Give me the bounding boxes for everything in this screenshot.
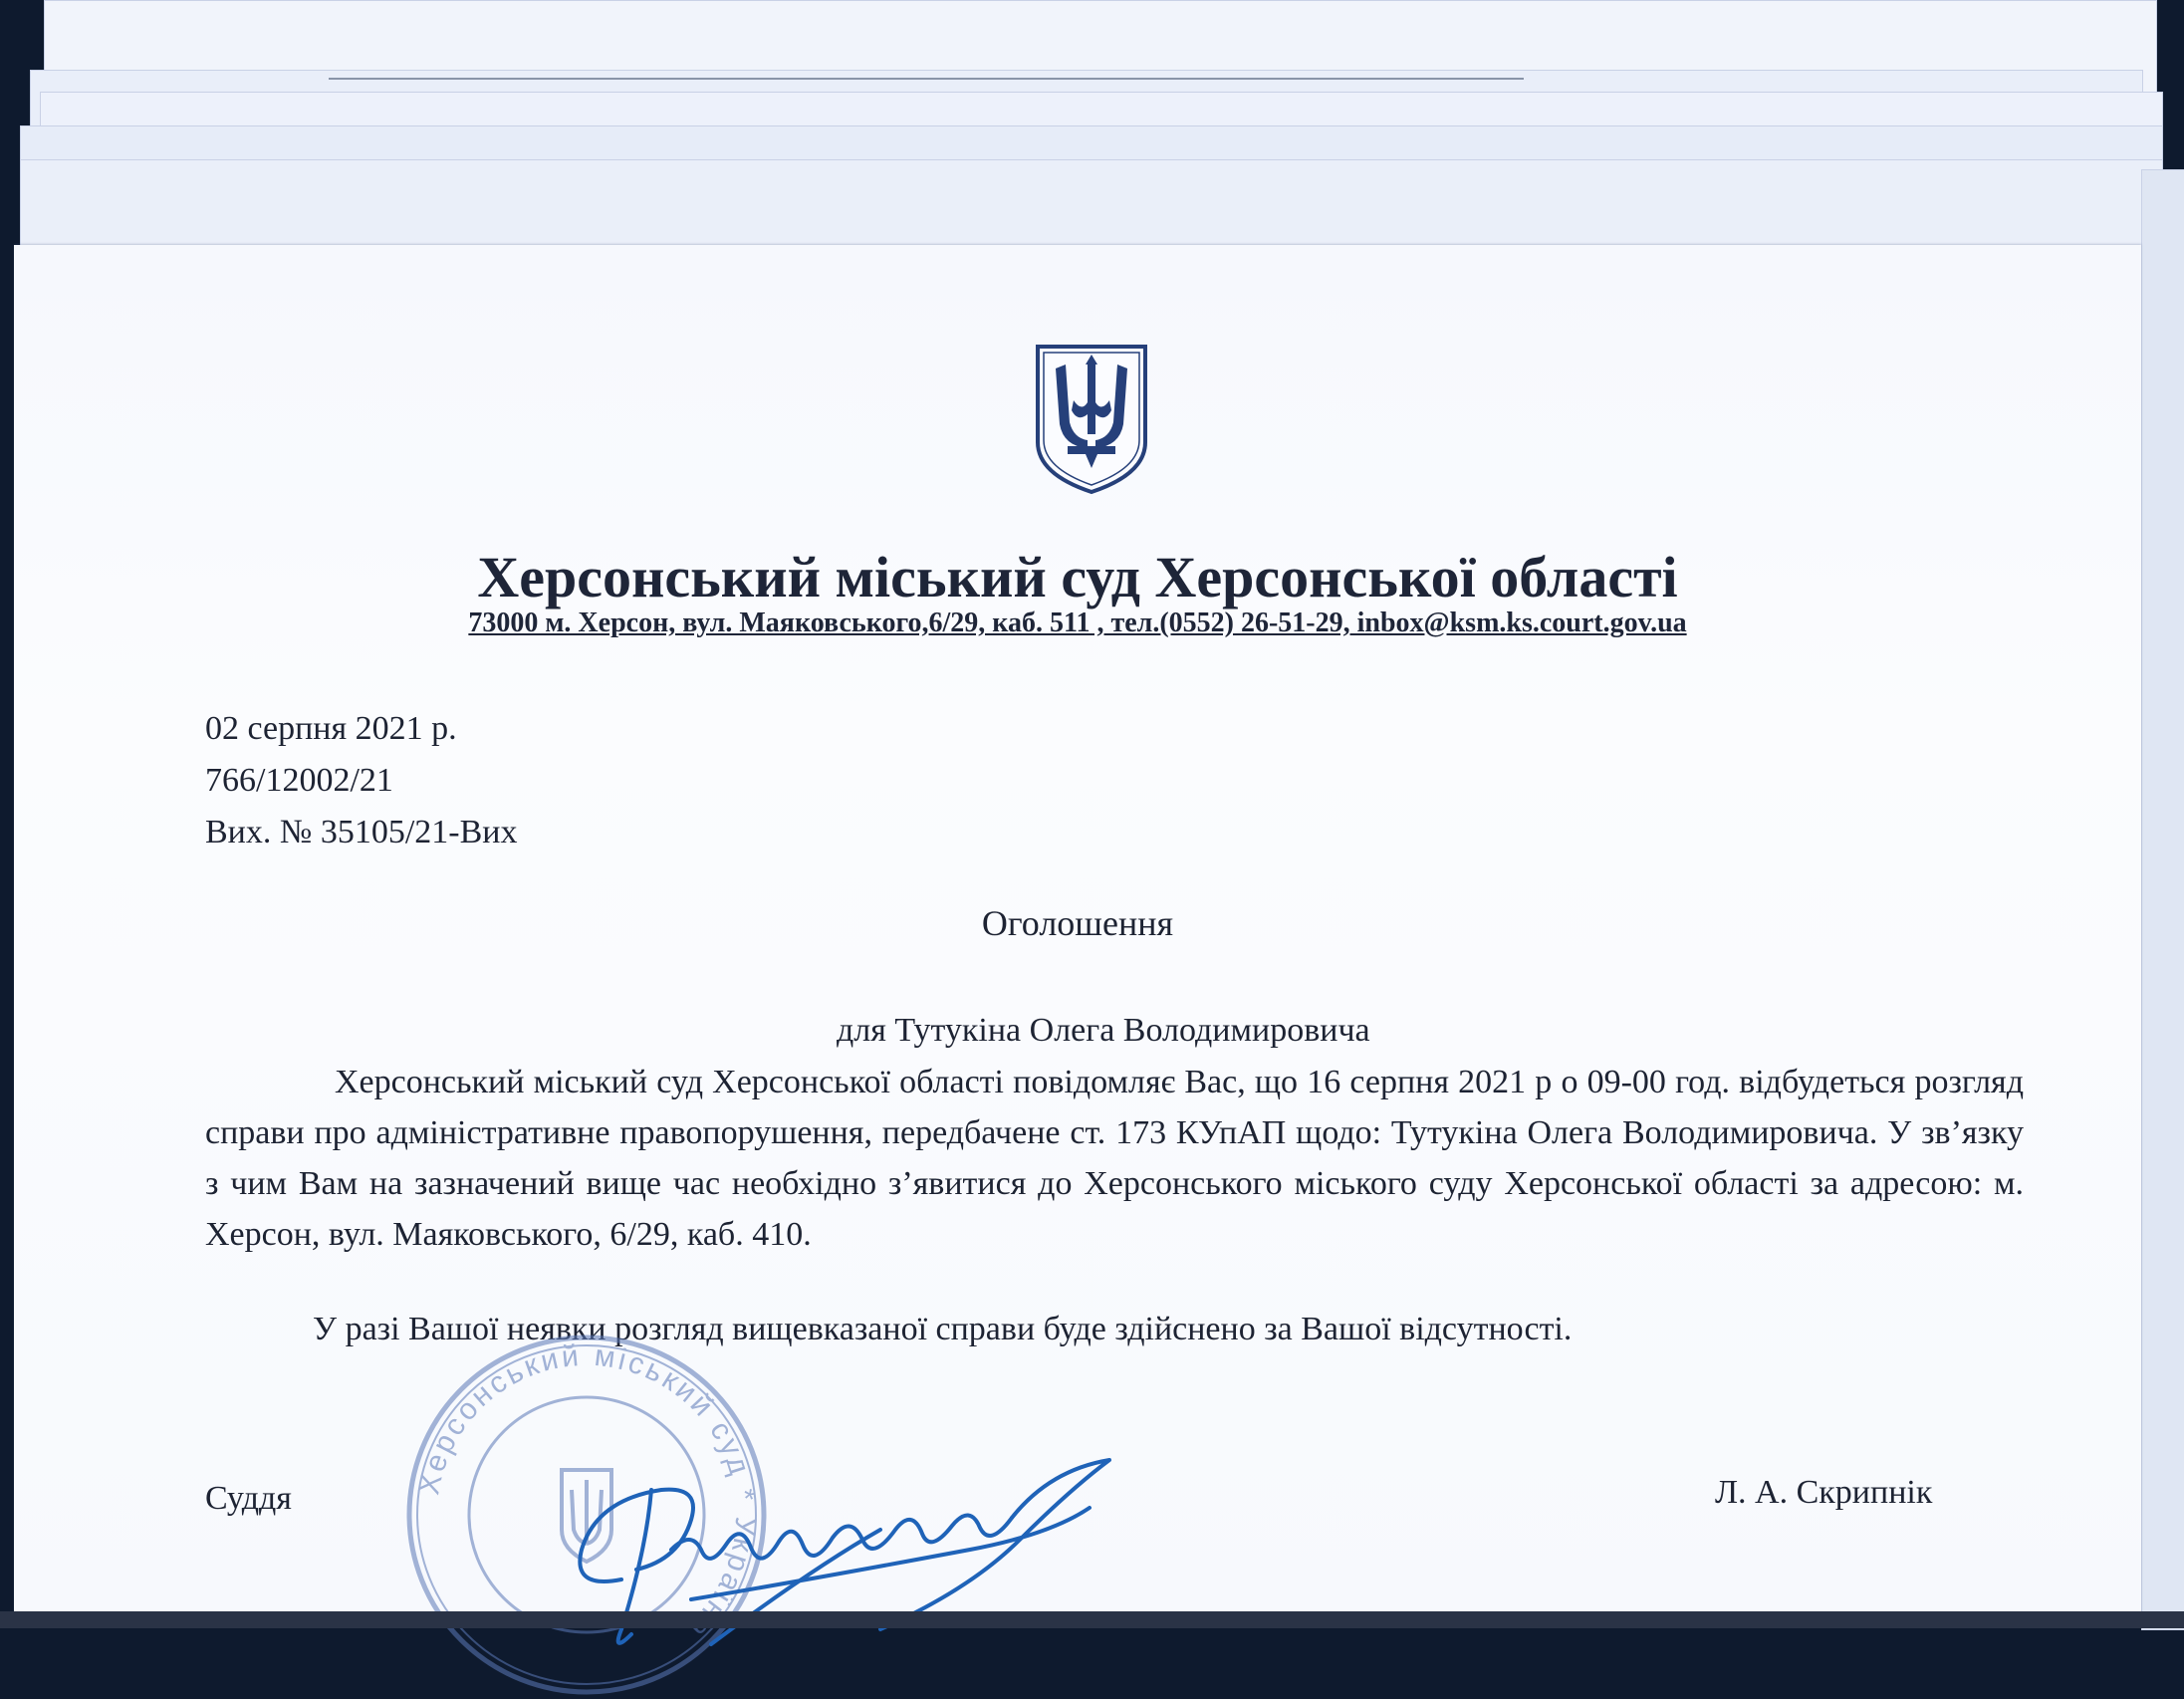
court-address: 73000 м. Херсон, вул. Маяковського,6/29, каб. 511 , тел.(0552) 26-51-29, inbox@ksm.ks.court.gov.ua [468,607,1687,638]
table-edge [0,1611,2184,1628]
absence-notice: У разі Вашої неявки розгляд вищевказаної справи буде здійснено за Вашої відсутності. [313,1311,1573,1347]
court-notice-sheet [14,245,2141,1619]
court-name-heading: Херсонський міський суд Херсонської області [477,545,1678,609]
outgoing-number: Вих. № 35105/21-Вих [205,814,518,850]
ukrainian-trident-emblem-icon [1034,343,1149,496]
case-number: 766/12002/21 [205,762,393,799]
handwritten-signature [552,1430,1129,1669]
signer-role: Суддя [205,1480,292,1517]
stacked-sheet-edge [2141,169,2184,1630]
stamp-text: Херсонський міський суд * Украї [412,1338,763,1612]
addressee: для Тутукіна Олега Володимировича [837,1012,1370,1049]
document-date: 02 серпня 2021 р. [205,710,457,747]
notice-body: Херсонський міський суд Херсонської області повідомляє Вас, що 16 серпня 2021 р о 09-00 год. відбудеться розгляд справи про адміністративне правопорушення, передбачене ст. 173 КУпАП щодо: Тутукіна Олега Володимировича. У зв’язку з чим Вам на зазначений вище час необхідно з’явитися до Херсонського міського суду Херсонської області за адресою: м. Херсон, вул. Маяковського, 6/29, каб. 410. [205,1064,2024,1253]
document-meta [205,703,517,858]
show-through-line [329,78,1524,80]
judge-name: Л. А. Скрипнік [1715,1474,1933,1511]
document-heading: Оголошення [981,903,1174,943]
